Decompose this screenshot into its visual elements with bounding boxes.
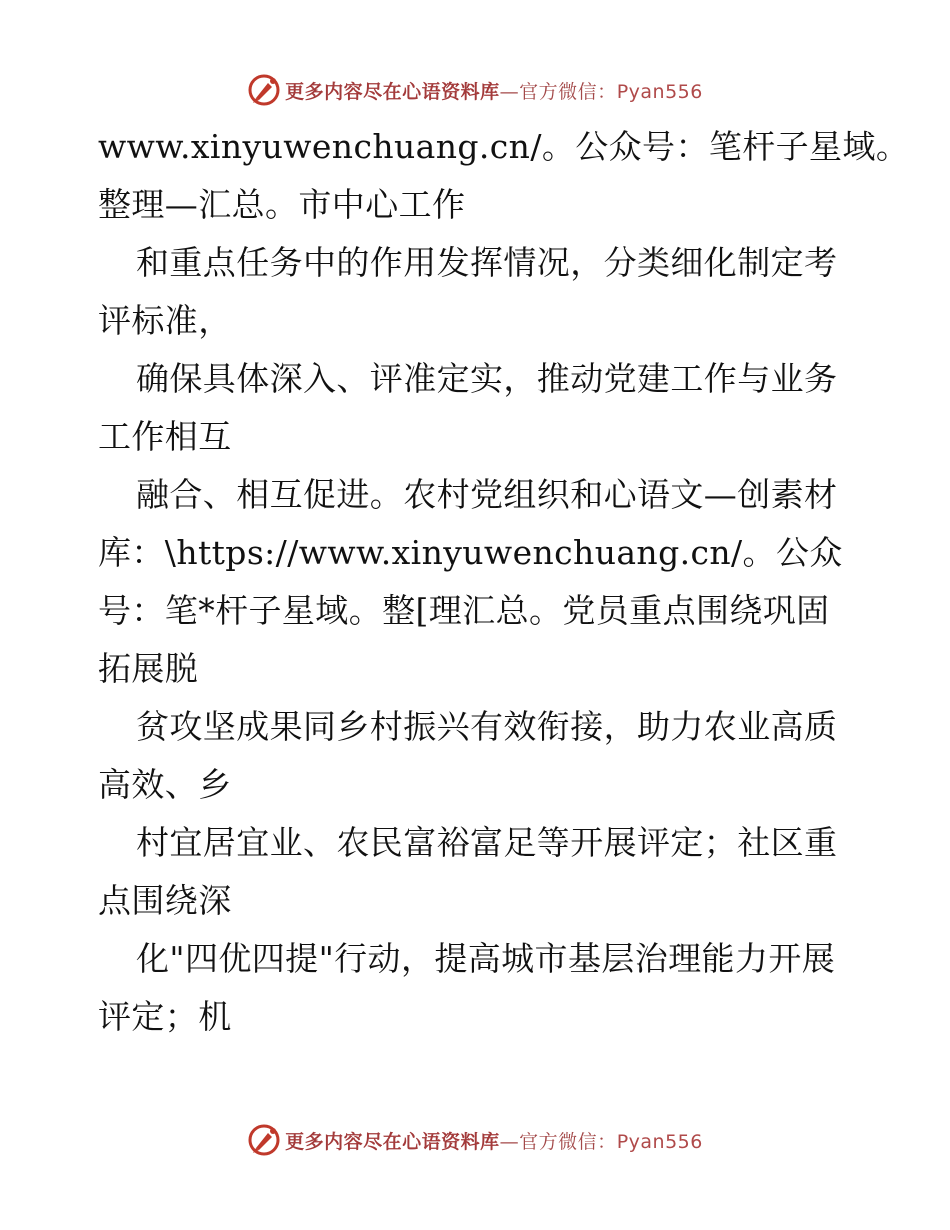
text-line-16: 评定；机 [98, 997, 232, 1036]
text-line-12: 高效、乡 [98, 765, 232, 804]
banner-dash: — [499, 1130, 520, 1153]
banner-wechat-id: Pyan556 [616, 1130, 703, 1153]
banner-dash: — [499, 80, 520, 103]
banner-main-text: 更多内容尽在心语资料库 [285, 80, 500, 103]
banner-sub-text: 官方微信： [519, 80, 617, 103]
banner-sub-text: 官方微信： [519, 1130, 617, 1153]
footer-banner [0, 1120, 950, 1160]
text-line-2: 整理—汇总。市中心工作 [98, 185, 466, 224]
banner-text [285, 77, 703, 104]
text-line-5: 确保具体深入、评准定实，推动党建工作与业务 [136, 359, 838, 398]
text-line-1: www.xinyuwenchuang.cn/。公众号：笔杆子星域。 [98, 127, 910, 166]
pen-nib-logo-icon [247, 1123, 281, 1157]
banner-wechat-id: Pyan556 [616, 80, 703, 103]
text-line-3: 和重点任务中的作用发挥情况，分类细化制定考 [136, 243, 838, 282]
pen-nib-logo-icon [247, 73, 281, 107]
text-line-8: 库：\https://www.xinyuwenchuang.cn/。公众 [98, 533, 843, 572]
document-body [98, 118, 910, 1046]
text-line-4: 评标准， [98, 301, 232, 340]
text-line-10: 拓展脱 [98, 649, 199, 688]
text-line-9: 号：笔*杆子星域。整[理汇总。党员重点围绕巩固 [98, 591, 830, 630]
text-line-13: 村宜居宜业、农民富裕富足等开展评定；社区重 [136, 823, 838, 862]
text-line-6: 工作相互 [98, 417, 232, 456]
text-line-14: 点围绕深 [98, 881, 232, 920]
text-line-11: 贫攻坚成果同乡村振兴有效衔接，助力农业高质 [136, 707, 838, 746]
banner-text [285, 1127, 703, 1154]
text-line-15: 化"四优四提"行动，提高城市基层治理能力开展 [136, 939, 836, 978]
header-banner [0, 70, 950, 110]
text-line-7: 融合、相互促进。农村党组织和心语文—创素材 [136, 475, 838, 514]
banner-main-text: 更多内容尽在心语资料库 [285, 1130, 500, 1153]
